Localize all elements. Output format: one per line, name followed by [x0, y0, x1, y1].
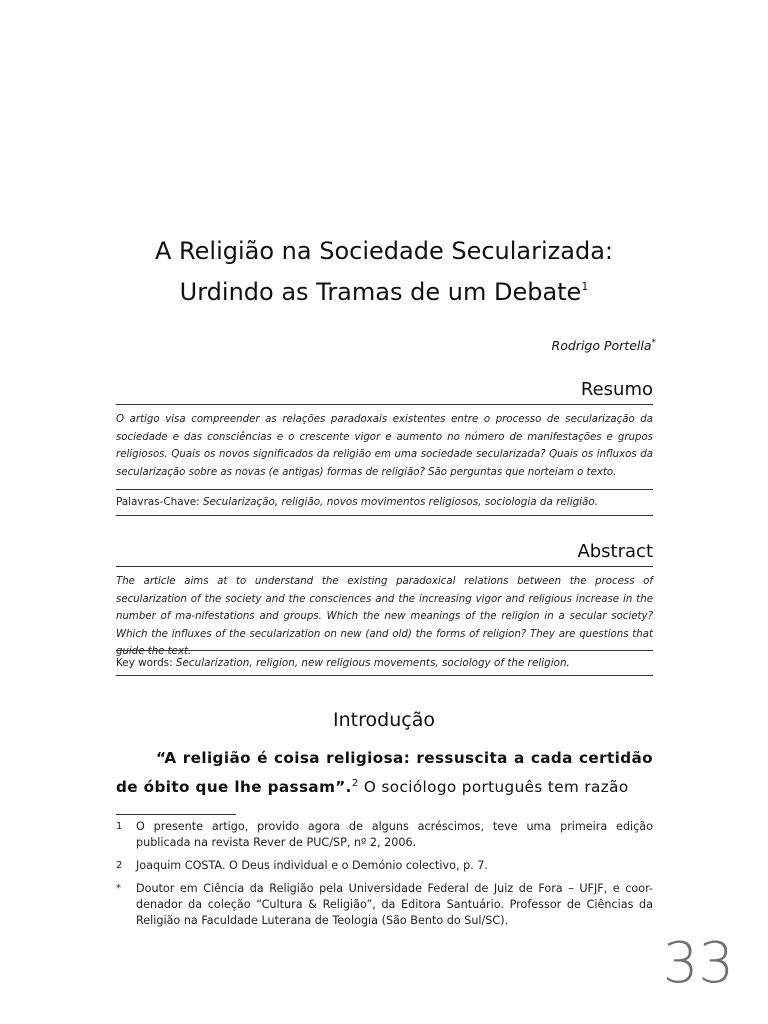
- resumo-top-rule: [116, 404, 653, 405]
- footnote-author: [116, 881, 653, 929]
- title-footnote-ref[interactable]: 1: [581, 280, 589, 293]
- introduction-continuation: O sociólogo português tem razão: [363, 778, 629, 797]
- page-number: 33: [662, 931, 734, 996]
- footnote-separator: [116, 814, 236, 815]
- footnote-1-mark: 1: [116, 821, 123, 832]
- abstract-heading: Abstract: [577, 541, 653, 562]
- abstract-keywords: [116, 656, 653, 670]
- resumo-text: O artigo visa compreender as relações paradoxais existentes entre o processo de secularização da sociedade e das consciências e o crescente vigor e aumento no número de manifestações e grupos religiosos. Quais os novos significados da religião em uma sociedade secularizada? Quais os influxos da secularização sobre as novas (e antigas) formas de religião? São perguntas que norteiam o texto.: [116, 414, 653, 478]
- footnotes: [116, 819, 653, 936]
- author-byline: [552, 338, 656, 353]
- title-line-2: [0, 269, 768, 310]
- footnote-author-text: Doutor em Ciência da Religião pela Universidade Federal de Juiz de Fora – UFJF, e coor-denador da coleção “Cultura & Religião”, da Editora Santuário. Professor de Ciências da Religião na Faculdade Luterana de Teologia (São Bento do Sul/SC).: [136, 882, 653, 927]
- introduction-heading: Introdução: [333, 709, 435, 731]
- introduction-quote: “A religião é coisa religiosa: ressuscita a cada certidão de óbito que lhe passam”.: [116, 749, 653, 797]
- footnote-2-mark: 2: [116, 860, 123, 871]
- footnote-2-text: Joaquim COSTA. O Deus individual e o Demónio colectivo, p. 7.: [136, 859, 488, 872]
- footnote-1: [116, 819, 653, 851]
- resumo-keywords-label: Palavras-Chave:: [116, 496, 200, 508]
- abstract-keywords-label: Key words:: [116, 657, 173, 669]
- article-title: [0, 233, 768, 310]
- footnote-author-mark: *: [116, 883, 121, 894]
- footnote-2: [116, 858, 653, 874]
- abstract-text: The article aims at to understand the existing paradoxical relations between the process of secularization of the society and the consciences and the increasing vigor and religious increase in the number of ma-nifestations and groups. Which the new meanings of the religion in a secular society? Which the influxes of the secularization on new (and old) the forms of religion? They are questions that guide the text.: [116, 576, 653, 657]
- author-footnote-mark[interactable]: *: [651, 338, 656, 348]
- introduction-body: [116, 745, 653, 800]
- abstract-top-rule: [116, 566, 653, 567]
- resumo-keywords: [116, 495, 653, 509]
- resumo-keywords-values: Secularização, religião, novos movimentos religiosos, sociologia da religião.: [202, 496, 599, 508]
- title-line-2-text: Urdindo as Tramas de um Debate: [179, 278, 582, 306]
- abstract-keywords-values: Secularization, religion, new religious movements, sociology of the religion.: [175, 657, 570, 669]
- resumo-bottom-rule: [116, 515, 653, 516]
- quote-footnote-ref[interactable]: 2: [351, 778, 359, 789]
- abstract-keywords-top-rule: [116, 650, 653, 651]
- resumo-heading: Resumo: [580, 379, 653, 400]
- footnote-1-text: O presente artigo, provido agora de alguns acréscimos, teve uma primeira edição publicada na revista Rever de PUC/SP, nº 2, 2006.: [136, 820, 653, 849]
- title-line-1: A Religião na Sociedade Secularizada:: [155, 237, 613, 265]
- author-name: Rodrigo Portella: [551, 338, 652, 354]
- resumo-keywords-top-rule: [116, 489, 653, 490]
- abstract-bottom-rule: [116, 675, 653, 676]
